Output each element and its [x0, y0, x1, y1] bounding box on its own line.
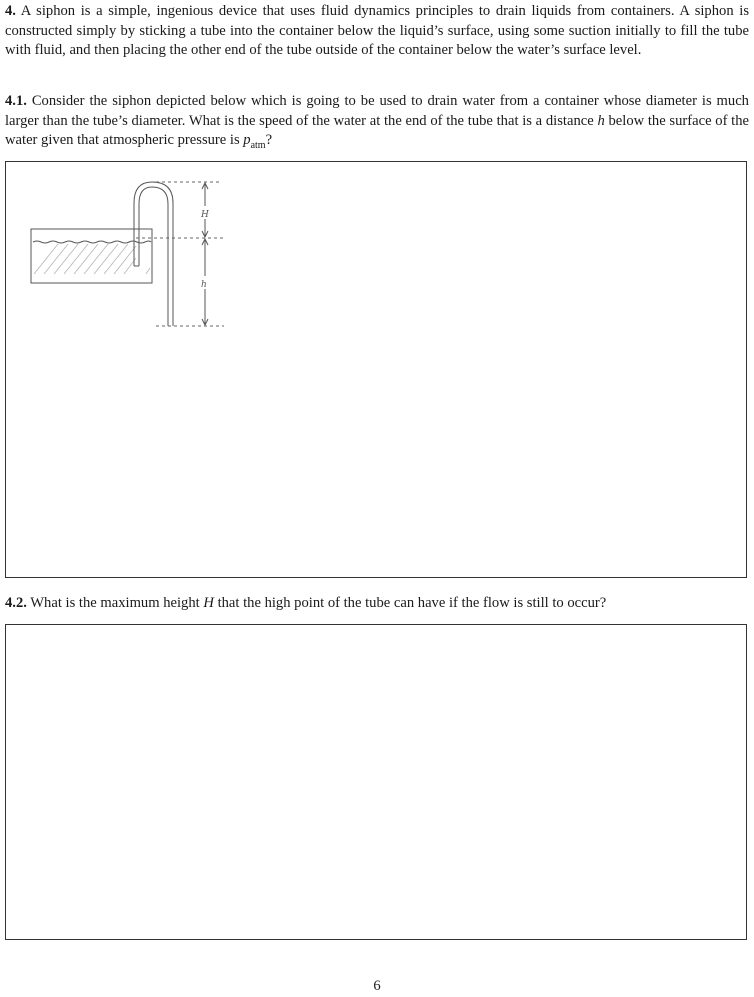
answer-box-4-2[interactable] [5, 624, 747, 940]
problem-4-text [5, 2, 749, 61]
symbol-h: h [597, 112, 605, 129]
dimension-lines [136, 182, 224, 326]
part-4-2-question: 4.2. What is the maximum height H that the high point of the tube can have if the flow is still to occur? [5, 595, 607, 611]
problem-number: 4. [5, 3, 16, 19]
part-4-2-number: 4.2. [5, 595, 27, 611]
part-4-1-number: 4.1. [5, 93, 27, 109]
problem-statement: A siphon is a simple, ingenious device that uses fluid dynamics principles to drain liquids from containers. A siphon is constructed simply by sticking a tube into the container below the liquid’s surface, using some suction initially to fill the tube with fluid, and then placing the other end of the tube outside of the container below the water’s surface level. [5, 3, 750, 58]
symbol-p: p [243, 132, 251, 148]
symbol-atm: atm [250, 139, 266, 151]
siphon-diagram [28, 178, 228, 333]
water-surface [33, 241, 151, 243]
page-number: 6 [373, 978, 381, 994]
part-4-1-question: 4.1. Consider the siphon depicted below which is going to be used to drain water from a container whose diameter is much larger than the tube’s diameter. What is the speed of the water at the end of the tube that is a distance h below the surface of the water given that atmospheric pressure is $p_{atm}$? [5, 93, 749, 151]
label-H: H [201, 210, 209, 220]
symbol-H: H [203, 595, 214, 611]
water-hatching [34, 244, 150, 274]
siphon-tube [134, 182, 173, 326]
label-h: h [201, 280, 207, 290]
